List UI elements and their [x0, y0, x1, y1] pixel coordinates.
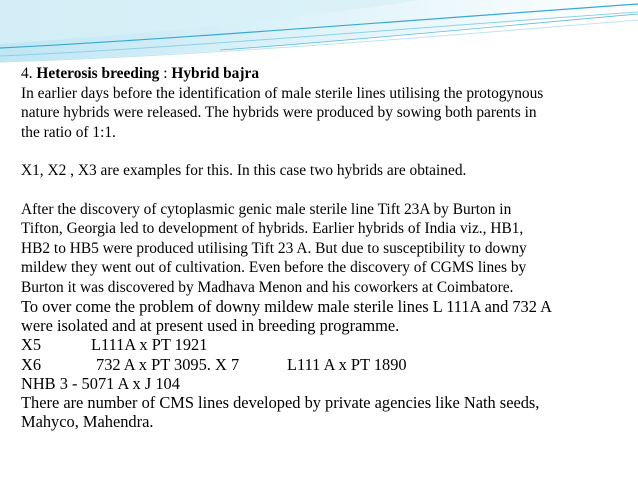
heading-topic: Hybrid bajra — [171, 65, 260, 82]
slide-heading — [21, 64, 627, 84]
para3-line: mildew they went out of cultivation. Even before the discovery of CGMS lines by — [21, 259, 527, 276]
para3-line: HB2 to HB5 were produced utilising Tift 23 A. But due to susceptibility to downy — [21, 239, 527, 257]
heading-separator: : — [159, 65, 172, 82]
hybrid-row-x6 — [21, 355, 627, 374]
para1-line: In earlier days before the identification of male sterile lines utilising the protogynous — [21, 84, 544, 102]
para1-line: nature hybrids were released. The hybrids were produced by sowing both parents in — [21, 104, 537, 121]
para4-line: To over come the problem of downy mildew male sterile lines L 111A and 732 A — [21, 297, 552, 316]
para1-line: the ratio of 1:1. — [21, 123, 116, 141]
hybrid-cross: 732 A x PT 3095. X 7 — [96, 354, 240, 374]
hybrid-cross: L111A x PT 1921 — [91, 335, 208, 355]
para3-line: Burton it was discovered by Madhava Menon and his coworkers at Coimbatore. — [21, 278, 514, 296]
decorative-banner — [0, 0, 638, 70]
para4-line: were isolated and at present used in breeding programme. — [21, 316, 400, 336]
hybrid-name: X6 — [21, 354, 42, 374]
para5-line: Mahyco, Mahendra. — [21, 412, 154, 432]
para3-line: After the discovery of cytoplasmic genic male sterile line Tift 23A by Burton in — [21, 200, 512, 218]
hybrid-row-nhb: NHB 3 - 5071 A x J 104 — [21, 373, 180, 393]
para2-line: X1, X2 , X3 are examples for this. In this case two hybrids are obtained. — [21, 162, 467, 179]
slide-body — [21, 64, 627, 431]
hybrid-name: X5 — [21, 335, 42, 355]
hybrid-row-x5 — [21, 335, 627, 354]
para3-line: Tifton, Georgia led to development of hybrids. Earlier hybrids of India viz., HB1, — [21, 220, 524, 237]
heading-number: 4. — [21, 65, 33, 82]
para5-line: There are number of CMS lines developed by private agencies like Nath seeds, — [21, 393, 540, 413]
heading-label: Heterosis breeding — [36, 65, 160, 82]
hybrid-cross-2: L111 A x PT 1890 — [287, 354, 407, 374]
